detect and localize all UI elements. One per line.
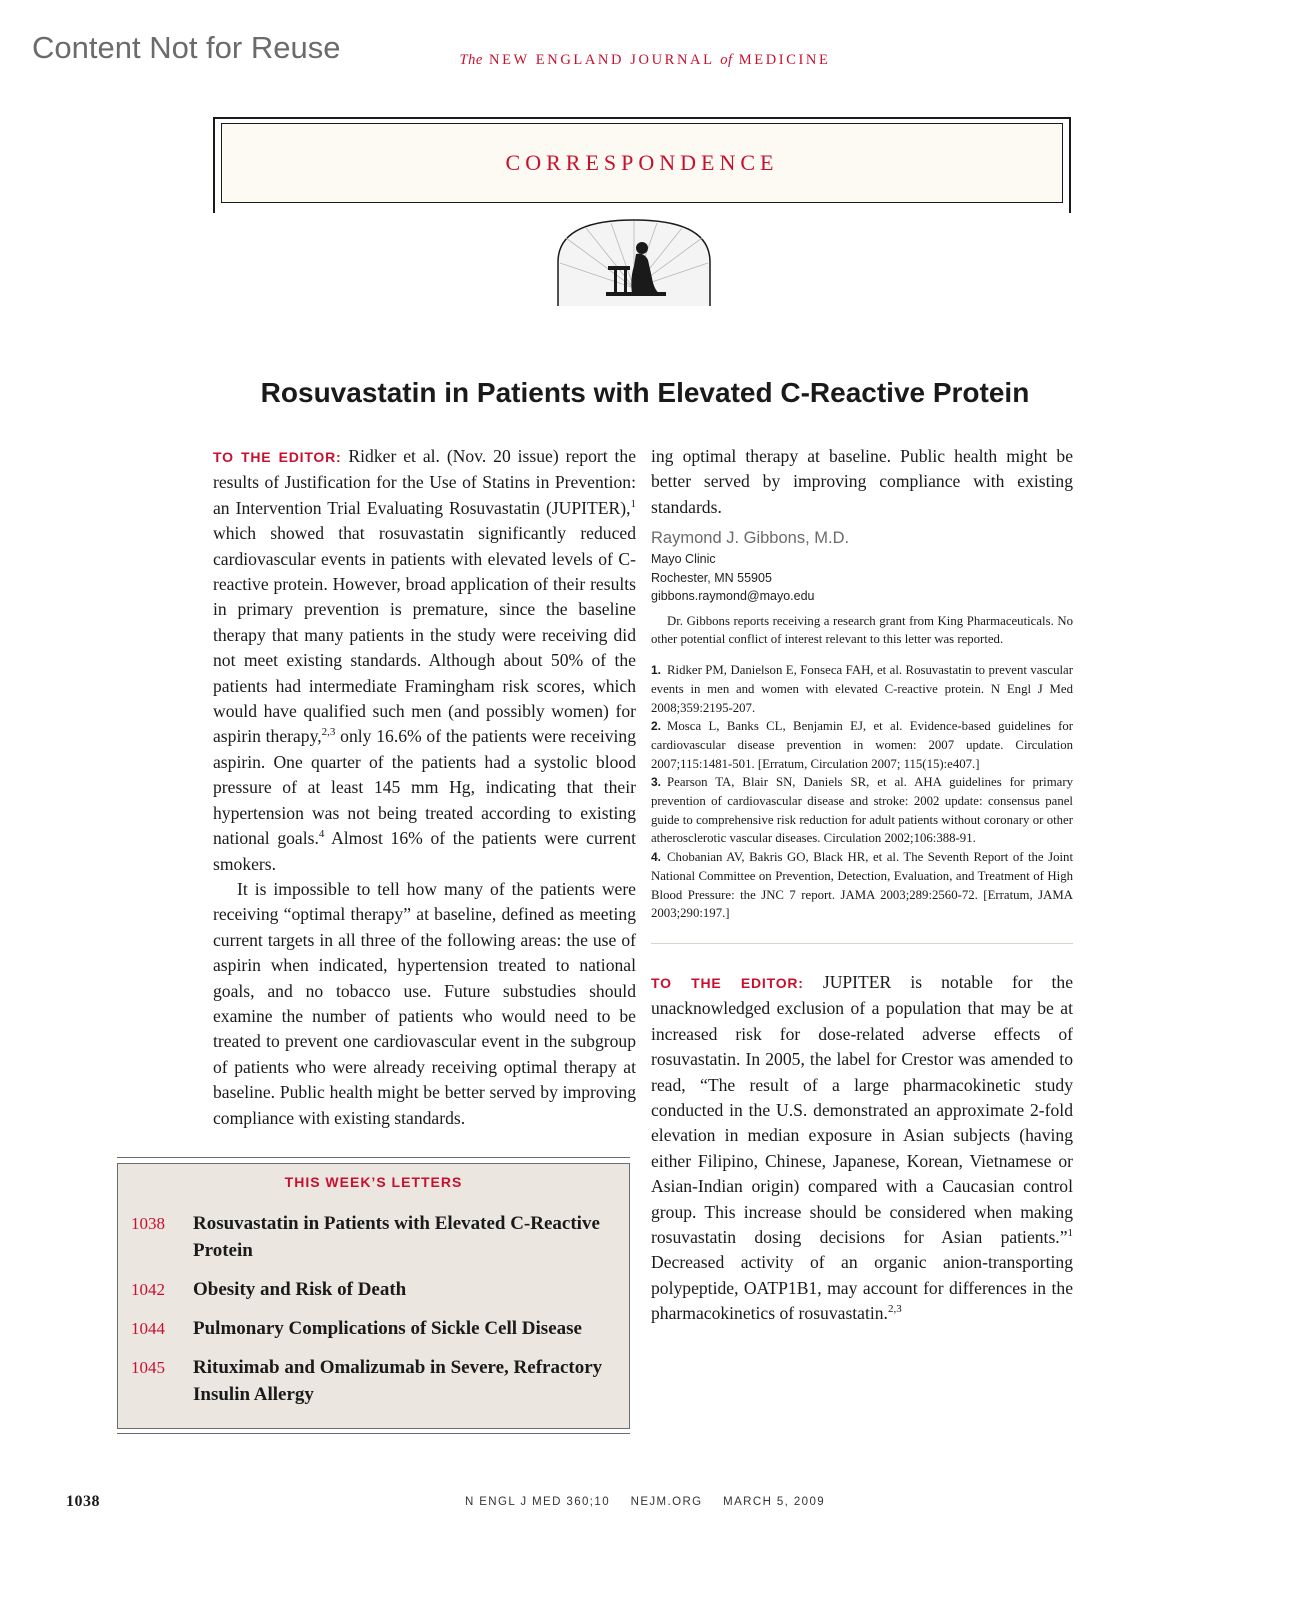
journal-of: of [720,52,733,68]
letter-toc-page: 1045 [131,1358,165,1377]
reference-number: 4. [651,850,662,865]
letter1-text-b: which showed that rosuvastatin significantly reduced cardiovascular events in patients with elevated levels of C-reactive protein. However, broad application of their results in primary prevention is premature, since the baseline therapy that many patients in the study were receiving did not meet existing standards. Although about 50% of the patients had intermediate Framingham risk scores, which would have qualified such men (and possibly women) for aspirin therapy, [213,523,636,747]
letter-divider [651,943,1073,944]
reference-text: Pearson TA, Blair SN, Daniels SR, et al. AHA guidelines for primary prevention of cardiovascular disease and stroke: 2002 update: consensus panel guide to comprehensive risk reduction for adult patients without coronary or other atherosclerotic vascular diseases. Circulation 2002;106:388-91. [651,775,1073,846]
letter-toc-title[interactable]: Rosuvastatin in Patients with Elevated C-Reactive Protein [193,1213,600,1261]
letter-toc-page: 1038 [131,1214,165,1233]
letter-toc-item[interactable] [131,1354,621,1408]
footer-date: MARCH 5, 2009 [723,1496,826,1508]
reference-list [651,661,1073,923]
footer-site: NEJM.ORG [630,1496,703,1508]
page-number: 1038 [66,1493,100,1510]
letter-toc-item[interactable] [131,1315,621,1342]
reference-text: Chobanian AV, Bakris GO, Black HR, et al. The Seventh Report of the Joint National Committee on Prevention, Detection, Evaluation, and Treatment of High Blood Pressure: the JNC 7 report. JAMA 2003;289:2560-72. [Erratum, JAMA 2003;290:197.] [651,850,1073,921]
reference-number: 3. [651,775,662,790]
this-weeks-letters-heading: THIS WEEK’S LETTERS [284,1174,463,1190]
citation-sup: 1 [1067,1227,1073,1240]
article-title: Rosuvastatin in Patients with Elevated C-Reactive Protein [260,377,1030,408]
journal-header [0,52,1290,69]
letter1-paragraph-2: It is impossible to tell how many of the patients were receiving “optimal therapy” at baseline, defined as meeting current targets in all three of the following areas: the use of aspirin when indicated, hypertension treated to national goals, and no tobacco use. Future substudies should examine the number of patients who would need to be treated to prevent one cardiovascular event in the subgroup of patients who were already receiving optimal therapy at baseline. Public health might be better served by improving compliance with existing standards. [213,878,636,1128]
letter1-column-left [213,444,637,1128]
journal-the: The [459,52,483,68]
this-weeks-letters-list [131,1210,621,1420]
section-title: CORRESPONDENCE [505,150,779,175]
journal-name-part1: NEW ENGLAND JOURNAL [489,52,715,68]
citation-sup: 2,3 [321,726,336,739]
letter1-text-c: only 16.6% of the patients were receiving aspirin. One quarter of the patients had a systolic blood pressure of at least 145 mm Hg, indicating that their hypertension was not being treated according to existing national goals. [213,726,636,849]
letter1-text-d: Almost 16% of the patients were current smokers. [213,828,636,874]
letter2 [651,970,1073,1327]
citation-sup: 1 [630,497,636,510]
letter2-text-b: Decreased activity of an organic anion-transporting polypeptide, OATP1B1, may account for differences in the pharmacokinetics of rosuvastatin. [651,1252,1073,1324]
letter-toc-item[interactable] [131,1276,621,1303]
letter-toc-page: 1042 [131,1280,165,1299]
letter1-continuation: ing optimal therapy at baseline. Public health might be better served by improving compliance with existing standards. [651,446,1073,517]
reference-item [651,661,1073,717]
citation-sup: 4 [318,828,325,841]
letter-toc-page: 1044 [131,1319,165,1338]
journal-name-part2: MEDICINE [738,52,831,68]
letter-toc-item[interactable] [131,1210,621,1264]
author-affiliation [651,550,1073,606]
weeks-box-rule-bottom [117,1433,630,1434]
weeks-box-rule-top [117,1157,630,1158]
letter1-author: Raymond J. Gibbons, M.D. [651,529,850,548]
scholar-emblem-icon [556,218,712,306]
letter2-text-a: JUPITER is notable for the unacknowledged exclusion of a population that may be at increased risk for dose-related adverse effects of rosuvastatin. In 2005, the label for Crestor was amended to read, “The result of a large pharmacokinetic study conducted in the U.S. demonstrated an approximate 2-fold elevation in median exposure in Asian subjects (having either Filipino, Chinese, Japanese, Korean, Vietnamese or Asian-Indian origin) compared with a Caucasian control group. This increase should be considered when making rosuvastatin dosing decisions for Asian patients.” [651,971,1074,1248]
reference-text: Ridker PM, Danielson E, Fonseca FAH, et al. Rosuvastatin to prevent vascular events in men and women with elevated C-reactive protein. N Engl J Med 2008;359:2195-207. [651,663,1073,715]
reference-item [651,773,1073,848]
letter-toc-title[interactable]: Obesity and Risk of Death [193,1279,407,1300]
letter1-text-a: Ridker et al. (Nov. 20 issue) report the results of Justification for the Use of Statins in Prevention: an Intervention Trial Evaluating Rosuvastatin (JUPITER), [213,446,637,518]
affiliation-institution: Mayo Clinic [651,552,716,567]
affiliation-email: gibbons.raymond@mayo.edu [651,589,815,604]
section-banner [221,123,1063,203]
letter-toc-title[interactable]: Rituximab and Omalizumab in Severe, Refractory Insulin Allergy [193,1357,603,1405]
reference-number: 1. [651,663,662,678]
citation-sup: 2,3 [887,1303,902,1316]
watermark-text: Content Not for Reuse [32,30,341,65]
reference-item [651,717,1073,773]
reference-item [651,848,1073,923]
letter2-paragraph [651,970,1073,1327]
page-footer [0,1496,1290,1508]
letter2-label: TO THE EDITOR: [651,974,804,991]
letter1-label: TO THE EDITOR: [213,449,342,465]
right-column [651,444,1073,1327]
conflict-disclosure: Dr. Gibbons reports receiving a research grant from King Pharmaceuticals. No other potential conflict of interest relevant to this letter was reported. [651,613,1073,647]
letter-toc-title[interactable]: Pulmonary Complications of Sickle Cell Disease [193,1318,582,1339]
footer-citation: N ENGL J MED 360;10 [464,1496,610,1508]
affiliation-city: Rochester, MN 55905 [651,570,772,585]
reference-text: Mosca L, Banks CL, Benjamin EJ, et al. Evidence-based guidelines for cardiovascular disease prevention in women: 2007 update. Circulation 2007;115:1481-501. [Erratum, Circulation 2007; 115(15):e407.] [651,719,1073,771]
letter1-paragraph-1 [213,444,636,877]
reference-number: 2. [651,719,662,734]
